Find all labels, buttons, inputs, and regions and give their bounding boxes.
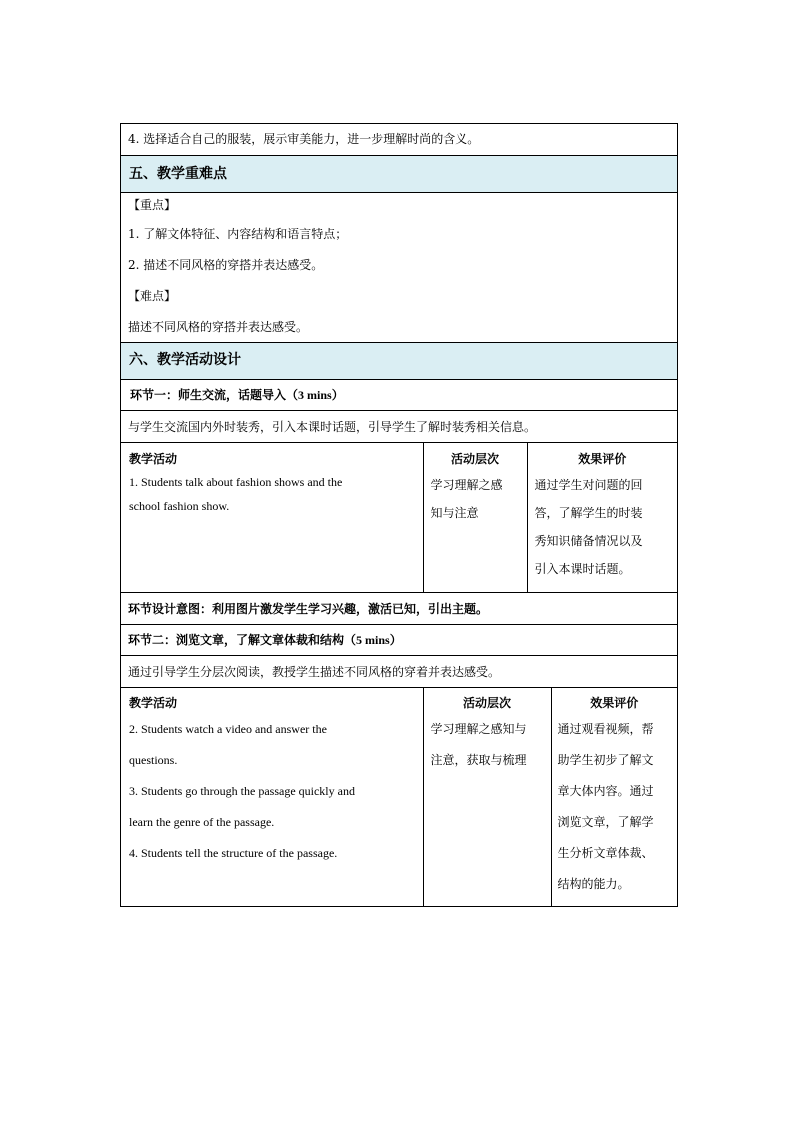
- activity-line: 1. Students talk about fashion shows and the: [129, 475, 343, 489]
- evaluation-column: [551, 688, 677, 906]
- section-5-header: [120, 156, 678, 193]
- evaluation-line: 通过学生对问题的回: [534, 478, 643, 492]
- activity-line: questions.: [129, 753, 178, 767]
- stage-1-title-row: [120, 380, 678, 411]
- level-line: 学习理解之感: [430, 478, 503, 492]
- evaluation-line: 章大体内容。通过: [557, 784, 654, 798]
- stage-2-title: 环节二：浏览文章，了解文章体裁和结构（5 mins）: [128, 633, 402, 647]
- activity-column: [121, 688, 423, 906]
- activity-line: 2. Students watch a video and answer the: [129, 722, 327, 736]
- level-line: 知与注意: [430, 506, 479, 520]
- key-point-item: 2. 描述不同风格的穿搭并表达感受。: [128, 258, 324, 272]
- stage-2-activity-table: [120, 688, 678, 907]
- stage-1-title: 环节一：师生交流，话题导入（3 mins）: [130, 388, 344, 402]
- stage-1-activity-table: [120, 443, 678, 593]
- key-points-label: 【重点】: [128, 198, 177, 212]
- stage-1-design-intent-row: [120, 593, 678, 625]
- level-line: 注意，获取与梳理: [430, 753, 527, 767]
- objective-row: [120, 123, 678, 156]
- activity-column: [121, 443, 423, 592]
- stage-2-title-row: [120, 625, 678, 656]
- stage-1-intro: 与学生交流国内外时装秀，引入本课时话题，引导学生了解时装秀相关信息。: [128, 420, 537, 434]
- evaluation-line: 助学生初步了解文: [557, 753, 654, 767]
- key-point-item: 1. 了解文体特征、内容结构和语言特点；: [128, 227, 348, 241]
- level-column-header: 活动层次: [450, 452, 499, 466]
- level-column: [423, 688, 551, 906]
- level-column: [423, 443, 527, 592]
- activity-line: school fashion show.: [129, 499, 230, 513]
- evaluation-column-header: 效果评价: [590, 696, 639, 710]
- activity-line: 4. Students tell the structure of the passage.: [129, 846, 338, 860]
- evaluation-line: 引入本课时话题。: [534, 562, 631, 576]
- evaluation-column: [527, 443, 677, 592]
- difficult-points-label: 【难点】: [128, 289, 177, 303]
- activity-line: learn the genre of the passage.: [129, 815, 275, 829]
- evaluation-column-header: 效果评价: [578, 452, 627, 466]
- level-line: 学习理解之感知与: [430, 722, 527, 736]
- evaluation-line: 秀知识储备情况以及: [534, 534, 643, 548]
- stage-2-duration: 5 mins: [356, 633, 390, 647]
- activity-column-header: 教学活动: [129, 452, 178, 466]
- activity-column-header: 教学活动: [129, 696, 178, 710]
- evaluation-line: 通过观看视频，帮: [557, 722, 654, 736]
- evaluation-line: 答，了解学生的时装: [534, 506, 643, 520]
- level-column-header: 活动层次: [462, 696, 511, 710]
- objective-4-text: 4. 选择适合自己的服装，展示审美能力，进一步理解时尚的含义。: [128, 132, 480, 146]
- stage-1-intro-row: [120, 411, 678, 443]
- stage-2-intro-row: [120, 656, 678, 688]
- stage-1-duration: 3 mins: [298, 388, 332, 402]
- difficult-point-text: 描述不同风格的穿搭并表达感受。: [128, 320, 309, 334]
- section-5-title: 五、教学重难点: [129, 166, 227, 182]
- evaluation-line: 结构的能力。: [557, 877, 630, 891]
- section-6-header: [120, 343, 678, 380]
- section-6-title: 六、教学活动设计: [129, 352, 241, 368]
- evaluation-line: 生分析文章体裁、: [557, 846, 654, 860]
- section-5-content: [120, 193, 678, 343]
- lesson-plan-document: [120, 123, 678, 907]
- evaluation-line: 浏览文章，了解学: [557, 815, 654, 829]
- activity-line: 3. Students go through the passage quickly and: [129, 784, 355, 798]
- stage-2-intro: 通过引导学生分层次阅读，教授学生描述不同风格的穿着并表达感受。: [128, 665, 501, 679]
- stage-1-design-intent: 环节设计意图：利用图片激发学生学习兴趣，激活已知，引出主题。: [128, 602, 489, 616]
